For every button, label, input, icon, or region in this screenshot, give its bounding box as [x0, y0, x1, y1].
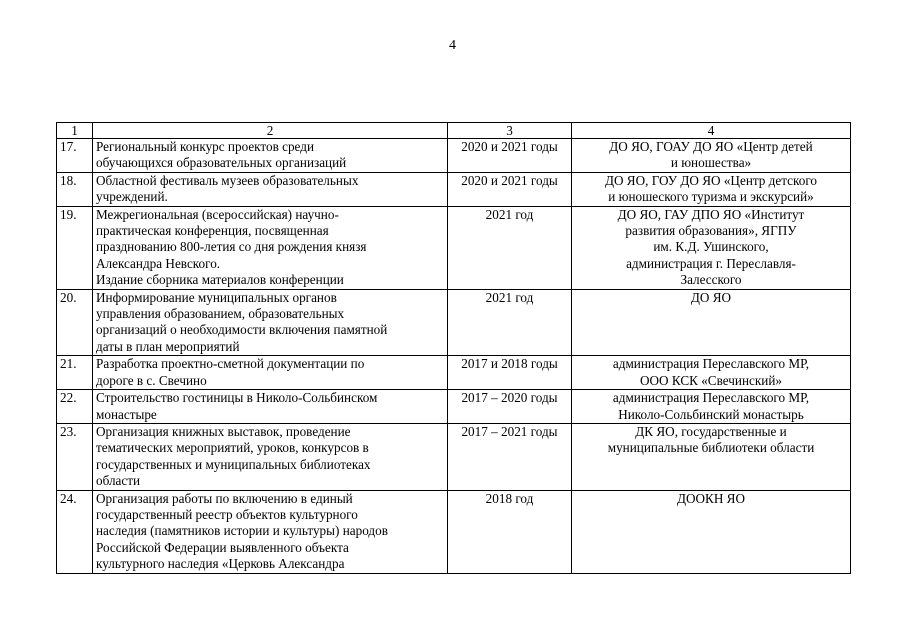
- event-date-line: 2021 год: [485, 206, 534, 222]
- responsible-parties-line: ДК ЯО, государственные и: [635, 423, 787, 439]
- event-date-line: 2017 и 2018 годы: [461, 356, 558, 372]
- row-number: 17.: [57, 139, 93, 173]
- event-description-line: Информирование муниципальных органов: [96, 289, 337, 305]
- responsible-parties-line: администрация Переславского МР,: [612, 390, 810, 406]
- event-date: [448, 356, 572, 390]
- responsible-parties-line: ДО ЯО, ГАУ ДПО ЯО «Институт: [617, 206, 805, 222]
- event-description: [93, 390, 448, 424]
- event-description-line: монастыре: [96, 406, 157, 422]
- event-description-line: обучающихся образовательных организаций: [96, 155, 347, 171]
- responsible-parties: [572, 289, 851, 356]
- responsible-parties: [572, 139, 851, 173]
- column-header-2: 2: [93, 123, 448, 139]
- event-description-line: Межрегиональная (всероссийская) научно-: [96, 206, 339, 222]
- event-date: [448, 490, 572, 573]
- row-number: 21.: [57, 356, 93, 390]
- event-description-line: наследия (памятников истории и культуры) народов: [96, 523, 388, 539]
- row-number: 22.: [57, 390, 93, 424]
- event-description-line: Областной фестиваль музеев образовательных: [96, 172, 359, 188]
- event-description-line: Региональный конкурс проектов среди: [96, 139, 315, 154]
- table-row: [57, 206, 851, 289]
- event-date-line: 2020 и 2021 годы: [461, 139, 558, 154]
- event-description-line: управления образованием, образовательных: [96, 306, 345, 322]
- responsible-parties-line: муниципальные библиотеки области: [607, 440, 815, 456]
- event-description-line: государственных и муниципальных библиотеках: [96, 456, 371, 472]
- column-header-3: 3: [448, 123, 572, 139]
- table-row: [57, 390, 851, 424]
- event-description: [93, 172, 448, 206]
- event-description-line: культурного наследия «Церковь Александра: [96, 556, 345, 572]
- column-header-4: 4: [572, 123, 851, 139]
- event-description-line: практическая конференция, посвященная: [96, 223, 329, 239]
- event-description-line: празднованию 800-летия со дня рождения князя: [96, 239, 367, 255]
- event-description-line: дороге в с. Свечино: [96, 372, 207, 388]
- responsible-parties: [572, 490, 851, 573]
- event-description-line: области: [96, 473, 141, 489]
- header-row: [57, 123, 851, 139]
- event-date: [448, 289, 572, 356]
- row-number: 24.: [57, 490, 93, 573]
- responsible-parties: [572, 172, 851, 206]
- event-description-line: Российской Федерации выявленного объекта: [96, 539, 349, 555]
- row-number: 23.: [57, 423, 93, 490]
- event-description-line: учреждений.: [96, 189, 168, 205]
- responsible-parties-line: ДООКН ЯО: [677, 490, 745, 506]
- event-description: [93, 356, 448, 390]
- event-description: [93, 139, 448, 173]
- event-date: [448, 172, 572, 206]
- responsible-parties-line: Залесского: [680, 272, 742, 288]
- responsible-parties-line: ДО ЯО, ГОАУ ДО ЯО «Центр детей: [609, 139, 813, 154]
- row-number: 19.: [57, 206, 93, 289]
- column-header-1: 1: [57, 123, 93, 139]
- page-number: 4: [449, 38, 456, 53]
- event-date-line: 2021 год: [485, 289, 534, 305]
- table-body: [57, 139, 851, 574]
- responsible-parties-line: развития образования», ЯГПУ: [625, 223, 797, 239]
- event-date: [448, 139, 572, 173]
- event-description-line: государственный реестр объектов культурного: [96, 506, 358, 522]
- event-description-line: Строительство гостиницы в Николо-Сольбинском: [96, 390, 378, 406]
- table-row: [57, 356, 851, 390]
- event-date-line: 2020 и 2021 годы: [461, 172, 558, 188]
- responsible-parties-line: администрация г. Переславля-: [626, 255, 796, 271]
- responsible-parties: [572, 390, 851, 424]
- event-description: [93, 289, 448, 356]
- event-description-line: даты в план мероприятий: [96, 338, 240, 354]
- responsible-parties: [572, 423, 851, 490]
- responsible-parties-line: им. К.Д. Ушинского,: [653, 239, 769, 255]
- responsible-parties-line: администрация Переславского МР,: [612, 356, 810, 372]
- responsible-parties-line: ДО ЯО: [690, 289, 732, 305]
- event-date-line: 2017 – 2021 годы: [461, 423, 558, 439]
- event-description-line: Организация книжных выставок, проведение: [96, 423, 351, 439]
- table-row: [57, 289, 851, 356]
- event-description-line: Разработка проектно-сметной документации по: [96, 356, 365, 372]
- event-date-line: 2018 год: [485, 490, 534, 506]
- row-number: 20.: [57, 289, 93, 356]
- responsible-parties-line: ООО КСК «Свечинский»: [639, 372, 782, 388]
- table-row: [57, 423, 851, 490]
- event-date: [448, 390, 572, 424]
- table-row: [57, 139, 851, 173]
- responsible-parties: [572, 356, 851, 390]
- responsible-parties: [572, 206, 851, 289]
- responsible-parties-line: ДО ЯО, ГОУ ДО ЯО «Центр детского: [604, 172, 818, 188]
- event-description-line: Организация работы по включению в единый: [96, 490, 353, 506]
- event-date: [448, 206, 572, 289]
- event-description-line: тематических мероприятий, уроков, конкурсов в: [96, 440, 369, 456]
- events-table: [56, 122, 851, 574]
- event-description: [93, 423, 448, 490]
- event-date-line: 2017 – 2020 годы: [461, 390, 558, 406]
- responsible-parties-line: и юношеского туризма и экскурсий»: [608, 189, 814, 205]
- responsible-parties-line: Николо-Сольбинский монастырь: [618, 406, 804, 422]
- event-description-line: организаций о необходимости включения памятной: [96, 322, 388, 338]
- table-row: [57, 172, 851, 206]
- event-description-line: Издание сборника материалов конференции: [96, 272, 344, 288]
- event-description: [93, 206, 448, 289]
- event-description-line: Александра Невского.: [96, 255, 221, 271]
- event-date: [448, 423, 572, 490]
- event-description: [93, 490, 448, 573]
- table-row: [57, 490, 851, 573]
- row-number: 18.: [57, 172, 93, 206]
- responsible-parties-line: и юношества»: [670, 155, 752, 171]
